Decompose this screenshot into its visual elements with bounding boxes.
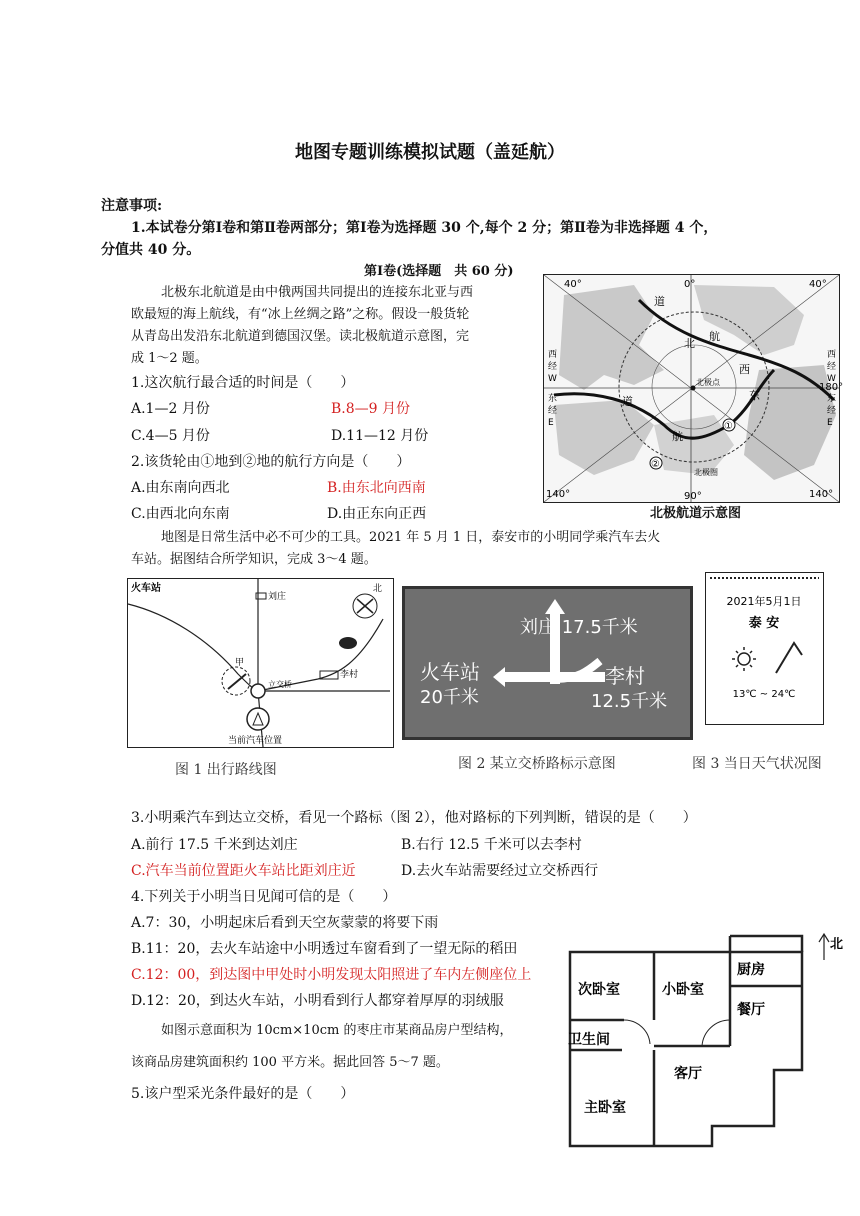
q4-option-b: B.11：20，去火车站途中小明透过车窗看到了一望无际的稻田 bbox=[131, 941, 518, 957]
deg-label: 0° bbox=[684, 279, 696, 290]
part1-heading: 第Ⅰ卷(选择题 共 60 分) bbox=[364, 264, 514, 279]
notice-heading: 注意事项: bbox=[101, 198, 163, 214]
small-bedroom-label: 小卧室 bbox=[662, 982, 704, 998]
fig2-caption: 图 2 某立交桥路标示意图 bbox=[458, 756, 616, 772]
lon-label: 东 bbox=[827, 394, 837, 404]
station-label: 火车站 bbox=[131, 583, 161, 594]
position-label: 当前汽车位置 bbox=[228, 736, 283, 746]
lon-label: 经 bbox=[548, 362, 558, 372]
lon-label: 经 bbox=[827, 362, 837, 372]
sign-station-km: 20千米 bbox=[420, 687, 479, 708]
route-char: 西 bbox=[739, 363, 750, 376]
route-char: 道 bbox=[622, 395, 633, 408]
jia-label: 甲 bbox=[235, 658, 245, 668]
lon-label: E bbox=[827, 418, 833, 428]
route-char: 东 bbox=[749, 389, 760, 402]
q4-option-a: A.7：30，小明起床后看到天空灰蒙蒙的将要下雨 bbox=[131, 915, 439, 931]
deg-label: 40° bbox=[564, 279, 582, 290]
q2-option-b: B.由东北向西南 bbox=[327, 480, 426, 496]
weather-svg bbox=[706, 573, 823, 724]
q4-option-d: D.12：20，到达火车站，小明看到行人都穿着厚厚的羽绒服 bbox=[131, 993, 504, 1009]
kitchen-label: 厨房 bbox=[737, 962, 765, 978]
q1-option-b: B.8—9 月份 bbox=[331, 401, 411, 417]
q2-option-c: C.由西北向东南 bbox=[131, 506, 230, 522]
notice-line-2: 分值共 40 分。 bbox=[101, 242, 201, 258]
q2-option-d: D.由正东向正西 bbox=[327, 506, 427, 522]
q1-option-d: D.11—12 月份 bbox=[331, 428, 429, 444]
sun-icon bbox=[732, 647, 756, 671]
deg-label: 180° bbox=[819, 382, 844, 393]
lon-label: W bbox=[548, 374, 557, 384]
lon-label: 经 bbox=[827, 406, 837, 416]
place-1: ① bbox=[724, 421, 733, 432]
living-room-label: 客厅 bbox=[674, 1066, 702, 1082]
second-bedroom-label: 次卧室 bbox=[578, 982, 620, 998]
page-title: 地图专题训练模拟试题（盖延航） bbox=[295, 142, 565, 163]
fig1-caption: 图 1 出行路线图 bbox=[175, 762, 277, 778]
q2-option-a: A.由东南向西北 bbox=[131, 480, 230, 496]
dining-label: 餐厅 bbox=[737, 1002, 765, 1018]
road-sign-svg bbox=[405, 589, 690, 737]
notice-line-1: 1.本试卷分第Ⅰ卷和第Ⅱ卷两部分；第Ⅰ卷为选择题 30 个,每个 2 分；第Ⅱ卷为非选择题 4 个， bbox=[131, 220, 718, 236]
north-label: 北 bbox=[373, 584, 383, 594]
licun-label: 李村 bbox=[340, 670, 359, 680]
deg-label: 140° bbox=[809, 489, 834, 500]
deg-label: 90° bbox=[684, 491, 702, 502]
fig3-caption: 图 3 当日天气状况图 bbox=[692, 756, 822, 772]
deg-label: 140° bbox=[546, 489, 571, 500]
q3-option-c: C.汽车当前位置距火车站比距刘庄近 bbox=[131, 863, 356, 879]
q5-stem: 5.该户型采光条件最好的是（ ） bbox=[131, 1086, 355, 1102]
lon-label: 东 bbox=[548, 394, 558, 404]
q3-option-d: D.去火车站需要经过立交桥西行 bbox=[401, 863, 599, 879]
route-char: 北 bbox=[684, 337, 695, 350]
weather-date: 2021年5月1日 bbox=[726, 595, 802, 608]
deg-label: 40° bbox=[809, 279, 827, 290]
arctic-map-caption: 北极航道示意图 bbox=[650, 506, 742, 521]
route-char: 航 bbox=[672, 430, 683, 443]
intro3-line: 如图示意面积为 10cm×10cm 的枣庄市某商品房户型结构， bbox=[161, 1023, 513, 1038]
weather-temp: 13℃ ~ 24℃ bbox=[732, 689, 796, 700]
wind-icon bbox=[776, 643, 802, 673]
intro2-line: 地图是日常生活中必不可少的工具。2021 年 5 月 1 日，泰安市的小明同学乘汽车去火 bbox=[161, 530, 661, 545]
weather-card bbox=[705, 572, 824, 725]
q3-option-a: A.前行 17.5 千米到达刘庄 bbox=[131, 837, 298, 853]
north-pole-label: 北极点 bbox=[696, 378, 720, 387]
arctic-circle-label: 北极圈 bbox=[694, 468, 718, 477]
sign-liuzhuang: 刘庄 17.5千米 bbox=[520, 617, 638, 638]
lon-label: 西 bbox=[548, 350, 558, 360]
q4-option-c: C.12：00，到达图中甲处时小明发现太阳照进了车内左侧座位上 bbox=[131, 967, 532, 983]
q4-stem: 4.下列关于小明当日见闻可信的是（ ） bbox=[131, 889, 397, 905]
north-label: 北 bbox=[830, 937, 844, 952]
floor-plan bbox=[562, 930, 848, 1150]
floor-plan-svg bbox=[562, 930, 848, 1150]
lon-label: 西 bbox=[827, 350, 837, 360]
road-sign bbox=[402, 586, 693, 740]
q2-stem: 2.该货轮由①地到②地的航行方向是（ ） bbox=[131, 454, 411, 470]
lon-label: E bbox=[548, 418, 554, 428]
lon-label: 经 bbox=[548, 406, 558, 416]
arctic-map-svg bbox=[544, 275, 844, 502]
sign-station: 火车站 bbox=[420, 660, 480, 684]
sign-licun-km: 12.5千米 bbox=[591, 691, 668, 712]
q3-option-b: B.右行 12.5 千米可以去李村 bbox=[401, 837, 582, 853]
intro3-line: 该商品房建筑面积约 100 平方米。据此回答 5～7 题。 bbox=[131, 1055, 449, 1070]
place-2: ② bbox=[651, 459, 660, 470]
intro1-line: 北极东北航道是由中俄两国共同提出的连接东北亚与西 bbox=[161, 285, 474, 300]
liuzhuang-label: 刘庄 bbox=[268, 592, 287, 602]
q1-option-c: C.4—5 月份 bbox=[131, 428, 210, 444]
weather-city: 泰 安 bbox=[748, 616, 780, 631]
route-char: 航 bbox=[709, 330, 720, 343]
route-char: 道 bbox=[654, 295, 665, 308]
route-map bbox=[127, 578, 394, 748]
bridge-label: 立交桥 bbox=[268, 680, 292, 689]
master-bedroom-label: 主卧室 bbox=[584, 1100, 626, 1116]
q1-option-a: A.1—2 月份 bbox=[131, 401, 210, 417]
q3-stem: 3.小明乘汽车到达立交桥，看见一个路标（图 2），他对路标的下列判断，错误的是（ ） bbox=[131, 810, 697, 826]
intro1-line: 欧最短的海上航线，有“冰上丝绸之路”之称。假设一般货轮 bbox=[131, 307, 470, 322]
intro1-line: 从青岛出发沿东北航道到德国汉堡。读北极航道示意图，完 bbox=[131, 329, 470, 344]
sign-licun: 李村 bbox=[605, 664, 645, 688]
intro2-line: 车站。据图结合所学知识，完成 3～4 题。 bbox=[131, 552, 377, 567]
bathroom-label: 卫生间 bbox=[568, 1032, 610, 1048]
route-map-svg bbox=[128, 579, 393, 747]
q1-stem: 1.这次航行最合适的时间是（ ） bbox=[131, 375, 355, 391]
intro1-line: 成 1～2 题。 bbox=[131, 351, 208, 366]
arctic-route-map bbox=[543, 274, 844, 503]
lon-label: W bbox=[827, 374, 836, 384]
